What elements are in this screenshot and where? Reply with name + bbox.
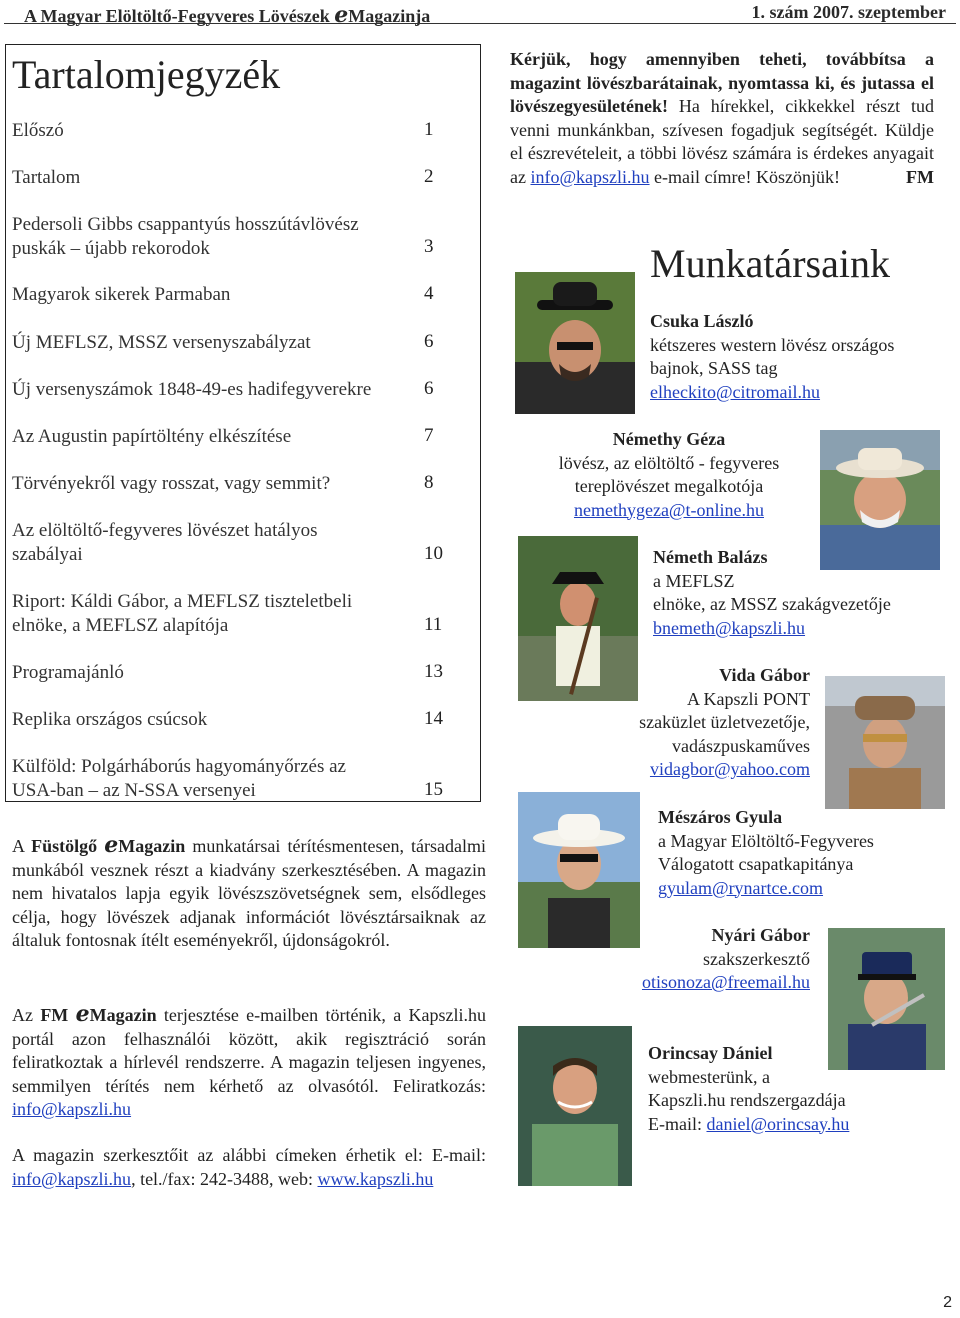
staff-email-link[interactable]: gyulam@rynartce.com [658, 877, 824, 898]
staff-nyari: Nyári Gábor szakszerkesztő otisonoza@freemail.hu [600, 924, 810, 995]
toc-item[interactable]: Új MEFLSZ, MSSZ versenyszabályzat [12, 332, 311, 353]
website-link[interactable]: www.kapszli.hu [317, 1168, 434, 1189]
photo-csuka [515, 272, 635, 414]
staff-title: Munkatársaink [650, 241, 890, 286]
paragraph-distribution: Az FM eMagazin terjesztése e-mailben történik, a Kapszli.hu portál azon felhasználói között, akik regisztráció során feliratkoztak a hírlevél rendszerre. A magazin teljesen ingyenes, semmilyen térítés nem kérhető az olvasótól. Feliratkozás: info@kapszli.hu [12, 1001, 487, 1119]
staff-name: Csuka László [650, 311, 754, 331]
toc-title: Tartalomjegyzék [12, 52, 281, 97]
toc-item[interactable]: Magyarok sikerek Parmaban [12, 284, 231, 305]
photo-vida [825, 676, 945, 809]
toc-page: 3 [424, 236, 434, 257]
staff-csuka: Csuka László kétszeres western lövész országos bajnok, SASS tag elheckito@citromail.hu [650, 310, 894, 404]
issue-date: 1. szám 2007. szeptember [751, 2, 946, 22]
toc-item[interactable]: Törvényekről vagy rosszat, vagy semmit? [12, 473, 331, 494]
staff-nemeth: Németh Balázs a MEFLSZ elnöke, az MSSZ szakágvezetője bnemeth@kapszli.hu [653, 546, 891, 640]
toc-item[interactable]: Riport: Káldi Gábor, a MEFLSZ tiszteletbeli elnöke, a MEFLSZ alapítója [12, 591, 353, 636]
magazine-name: A Magyar Elöltöltő-Fegyveres Lövészek eMagazinja [24, 2, 431, 28]
toc-item[interactable]: Előszó [12, 120, 64, 141]
staff-nemethy: Némethy Géza lövész, az elöltöltő - fegyveres tereplövészet megalkotója nemethygeza@t-online.hu [540, 428, 798, 522]
staff-name: Orincsay Dániel [648, 1043, 773, 1063]
staff-email-link[interactable]: otisonoza@freemail.hu [641, 972, 810, 992]
page-header [0, 0, 960, 26]
editor-email-link[interactable]: info@kapszli.hu [12, 1168, 132, 1189]
staff-email-link[interactable]: daniel@orincsay.hu [706, 1113, 850, 1134]
toc-item[interactable]: Tartalom [12, 167, 81, 188]
staff-name: Németh Balázs [653, 547, 768, 567]
toc-item[interactable]: Külföld: Polgárháborús hagyományőrzés az USA-ban – az N-SSA versenyei [12, 756, 346, 801]
toc-page: 4 [424, 283, 434, 304]
paragraph-contact: A magazin szerkesztőit az alábbi címeken érhetik el: E-mail: info@kapszli.hu, tel./fax: 242-3488, web: www.kapszli.hu [12, 1145, 486, 1189]
staff-email-link[interactable]: vidagbor@yahoo.com [649, 759, 810, 779]
staff-orincsay: Orincsay Dániel webmesterünk, a Kapszli.hu rendszergazdája E-mail: daniel@orincsay.hu [648, 1043, 850, 1134]
toc-item[interactable]: Az elöltöltő-fegyveres lövészet hatályos szabályai [12, 520, 318, 565]
toc-page: 15 [424, 779, 443, 800]
staff-email-link[interactable]: bnemeth@kapszli.hu [653, 617, 806, 638]
toc-page: 8 [424, 472, 434, 493]
staff-name: Némethy Géza [612, 429, 726, 449]
toc-page: 14 [424, 708, 443, 729]
toc-page: 6 [424, 331, 434, 352]
subscribe-email-link[interactable]: info@kapszli.hu [12, 1099, 132, 1119]
toc-page: 6 [424, 378, 434, 399]
intro-paragraph: Kérjük, hogy amennyiben teheti, továbbítsa a magazint lövészbarátainak, nyomtassa ki, és jutassa el lövészegyesületének! Ha hírekkel, cikkekkel részt tud venni munkánkban, szívesen fogadjuk segítségét. Küldje el észrevételeit, a többi lövész számára is érdekes anyagait az info@kapszli.hu e-mail címre! Köszönjük! FM [510, 49, 934, 187]
toc-item[interactable]: Az Augustin papírtöltény elkészítése [12, 426, 292, 447]
header-rule [4, 23, 956, 24]
toc-page: 13 [424, 661, 443, 682]
staff-meszaros: Mészáros Gyula a Magyar Elöltöltő-Fegyveres Válogatott csapatkapitánya gyulam@rynartce.com [658, 806, 874, 900]
toc-page: 2 [424, 166, 434, 187]
paragraph-about: A Füstölgő eMagazin munkatársai térítésmentesen, társadalmi munkából vesznek részt a kiadvány szerkesztésében. A magazin nem hivatalos lapja egyik lövészszövetségnek sem, elsődleges célja, hogy lövészek adjanak információt lövésztársaiknak az általuk fontosnak ítélt eseményekről, újdonságokról. [12, 832, 487, 950]
toc-page: 10 [424, 543, 443, 564]
toc-item[interactable]: Új versenyszámok 1848-49-es hadifegyverekre [12, 379, 372, 400]
toc-item[interactable]: Programajánló [12, 662, 124, 683]
staff-name: Nyári Gábor [711, 925, 810, 945]
staff-email-link[interactable]: elheckito@citromail.hu [650, 381, 821, 402]
page-number: 2 [943, 1294, 952, 1311]
table-of-contents [5, 44, 481, 802]
staff-name: Mészáros Gyula [658, 807, 783, 827]
staff-email-link[interactable]: nemethygeza@t-online.hu [573, 499, 764, 520]
intro-email-link[interactable]: info@kapszli.hu [530, 166, 650, 187]
staff-vida: Vida Gábor A Kapszli PONT szaküzlet üzletvezetője, vadászpuskaműves vidagbor@yahoo.com [600, 664, 810, 782]
staff-name: Vida Gábor [719, 665, 810, 685]
toc-item[interactable]: Replika országos csúcsok [12, 709, 208, 730]
toc-page: 1 [424, 119, 434, 140]
photo-orincsay [518, 1026, 632, 1186]
toc-page: 7 [424, 425, 434, 446]
toc-item[interactable]: Pedersoli Gibbs csappantyús hosszútávlövész puskák – újabb rekorodok [12, 214, 359, 259]
toc-page: 11 [424, 614, 443, 635]
